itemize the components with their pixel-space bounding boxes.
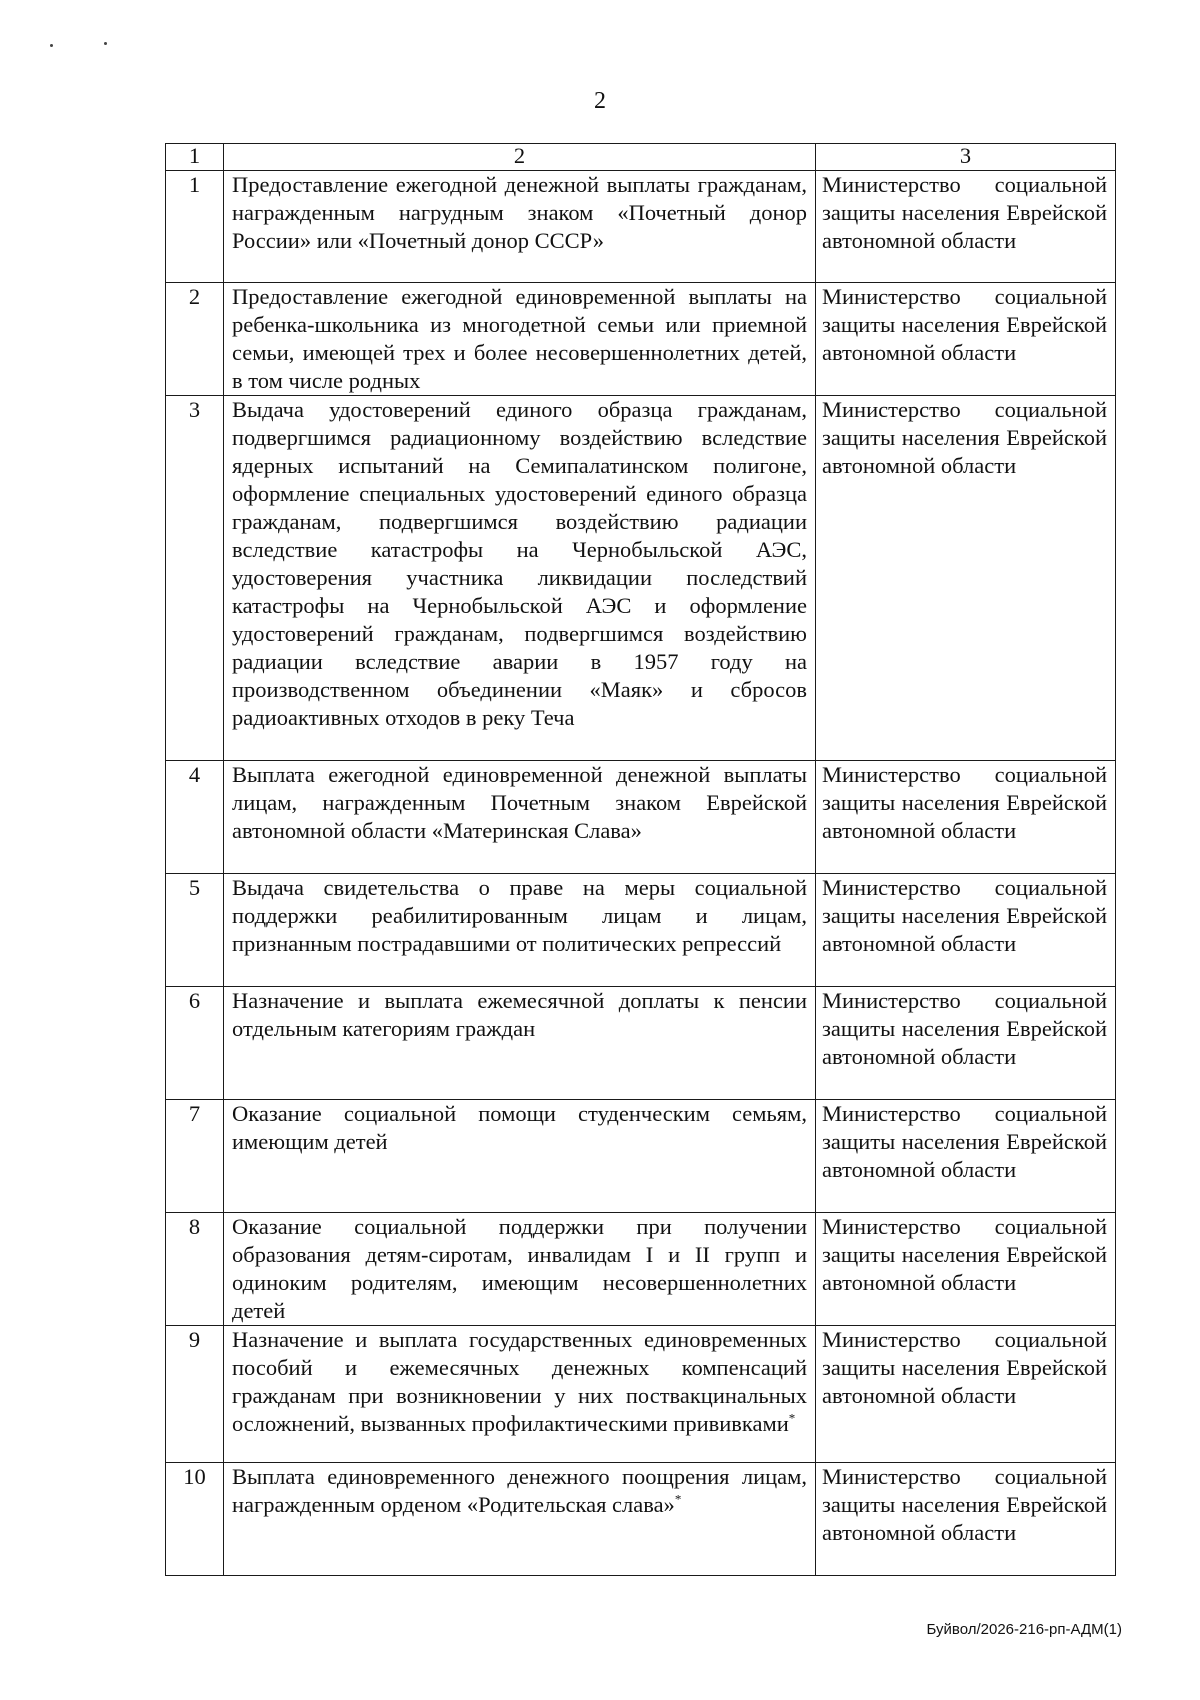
column-header: 3 [816,144,1116,171]
table-row [166,396,1116,761]
footnote-mark: * [788,1410,796,1426]
service-name: Назначение и выплата государственных единовременных пособий и ежемесячных денежных компенсаций гражданам при возникновении у них поствакцинальных осложнений, вызванных профилактическими прививками [232,1327,807,1436]
document-code: Буйвол/2026-216-рп-АДМ(1) [926,1621,1122,1638]
row-number: 4 [166,761,224,874]
table-row [166,171,1116,283]
agency-name: Министерство социальной защиты населения Еврейской автономной области [816,761,1116,874]
service-cell [224,874,816,987]
service-name: Выплата ежегодной единовременной денежной выплаты лицам, награжденным Почетным знаком Еврейской автономной области «Материнская Слава» [232,762,807,843]
service-cell [224,283,816,396]
table-row [166,1100,1116,1213]
service-name: Предоставление ежегодной единовременной выплаты на ребенка-школьника из многодетной семьи или приемной семьи, имеющей трех и более несовершеннолетних детей, в том числе родных [232,284,807,393]
table-row [166,283,1116,396]
row-number: 1 [166,171,224,283]
service-cell [224,396,816,761]
agency-name: Министерство социальной защиты населения Еврейской автономной области [816,396,1116,761]
service-cell [224,761,816,874]
column-header: 1 [166,144,224,171]
table-row [166,761,1116,874]
table-header-row [166,144,1116,171]
agency-name: Министерство социальной защиты населения Еврейской автономной области [816,1463,1116,1576]
service-name: Предоставление ежегодной денежной выплаты гражданам, награжденным нагрудным знаком «Почетный донор России» или «Почетный донор СССР» [232,172,807,253]
agency-name: Министерство социальной защиты населения Еврейской автономной области [816,987,1116,1100]
service-name: Назначение и выплата ежемесячной доплаты к пенсии отдельным категориям граждан [232,988,807,1041]
agency-name: Министерство социальной защиты населения Еврейской автономной области [816,1100,1116,1213]
service-cell [224,987,816,1100]
table-row [166,874,1116,987]
service-name: Оказание социальной поддержки при получении образования детям-сиротам, инвалидам I и II групп и одиноким родителям, имеющим несовершеннолетних детей [232,1214,807,1323]
agency-name: Министерство социальной защиты населения Еврейской автономной области [816,1213,1116,1326]
service-name: Выдача свидетельства о праве на меры социальной поддержки реабилитированным лицам и лицам, признанным пострадавшими от политических репрессий [232,875,807,956]
row-number: 9 [166,1326,224,1463]
row-number: 2 [166,283,224,396]
service-name: Выдача удостоверений единого образца гражданам, подвергшимся радиационному воздействию вследствие ядерных испытаний на Семипалатинском полигоне, оформление специальных удостоверений единого образца гражданам, подвергшимся воздействию радиации вследствие катастрофы на Чернобыльской АЭС, удостоверения участника ликвидации последствий катастрофы на Чернобыльской АЭС и оформление удостоверений гражданам, подвергшимся воздействию радиации вследствие аварии в 1957 году на производственном объединении «Маяк» и сбросов радиоактивных отходов в реку Теча [232,397,807,730]
services-table [165,143,1116,1576]
service-cell [224,1100,816,1213]
service-name: Выплата единовременного денежного поощрения лицам, награжденным орденом «Родительская слава» [232,1464,807,1517]
table-row [166,987,1116,1100]
row-number: 7 [166,1100,224,1213]
row-number: 6 [166,987,224,1100]
row-number: 10 [166,1463,224,1576]
page-number: 2 [594,88,606,114]
agency-name: Министерство социальной защиты населения Еврейской автономной области [816,1326,1116,1463]
column-header: 2 [224,144,816,171]
table-row [166,1326,1116,1463]
table-row [166,1463,1116,1576]
service-cell [224,1326,816,1463]
table-row [166,1213,1116,1326]
row-number: 5 [166,874,224,987]
row-number: 8 [166,1213,224,1326]
service-cell [224,1463,816,1576]
service-name: Оказание социальной помощи студенческим семьям, имеющим детей [232,1101,807,1154]
scan-dot [50,44,53,47]
agency-name: Министерство социальной защиты населения Еврейской автономной области [816,171,1116,283]
service-cell [224,1213,816,1326]
row-number: 3 [166,396,224,761]
scan-dot [104,42,107,45]
service-cell [224,171,816,283]
agency-name: Министерство социальной защиты населения Еврейской автономной области [816,874,1116,987]
footnote-mark: * [674,1491,682,1507]
agency-name: Министерство социальной защиты населения Еврейской автономной области [816,283,1116,396]
